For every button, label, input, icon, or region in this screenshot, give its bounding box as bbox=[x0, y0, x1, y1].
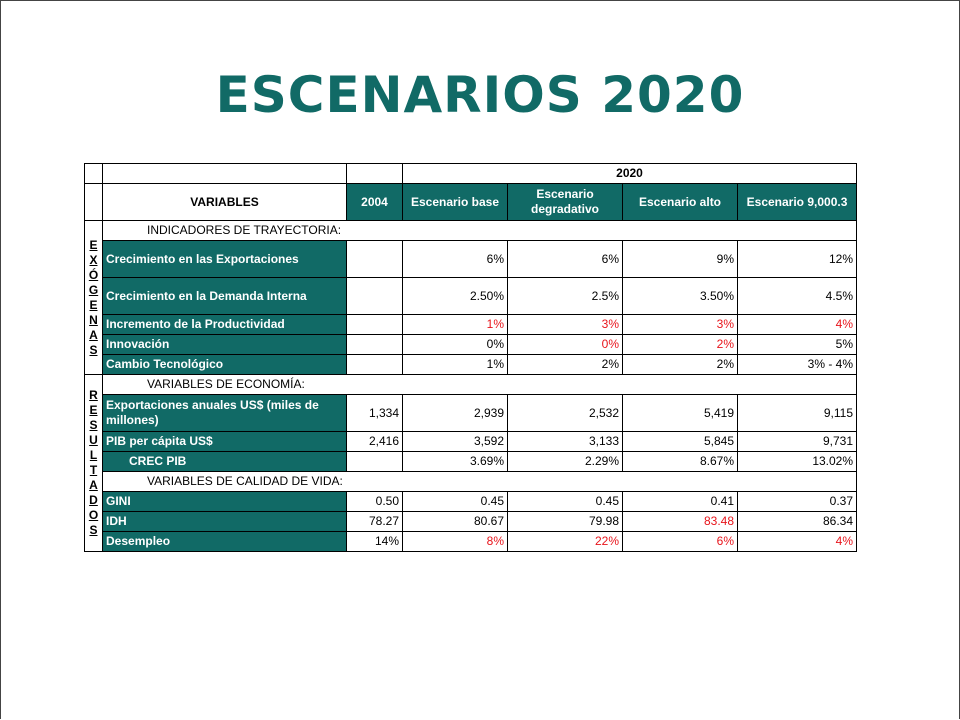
table-row: Cambio Tecnológico 1% 2% 2% 3% - 4% bbox=[85, 355, 857, 375]
table-row: Innovación 0% 0% 2% 5% bbox=[85, 335, 857, 355]
header-row-columns bbox=[85, 184, 857, 221]
variables-header: VARIABLES bbox=[103, 184, 347, 221]
table-row: Incremento de la Productividad 1% 3% 3% 4% bbox=[85, 315, 857, 335]
row-label: GINI bbox=[103, 492, 347, 512]
row-label: Exportaciones anuales US$ (miles de millones) bbox=[103, 395, 347, 432]
resultados-label: R E S U L T A D O S bbox=[85, 375, 103, 552]
scenario-alto-header: Escenario alto bbox=[623, 184, 738, 221]
table-row: IDH 78.27 80.67 79.98 83.48 86.34 bbox=[85, 512, 857, 532]
page-title: ESCENARIOS 2020 bbox=[215, 66, 745, 124]
row-label: Cambio Tecnológico bbox=[103, 355, 347, 375]
section-row bbox=[85, 472, 857, 492]
scenario-9000-header: Escenario 9,000.3 bbox=[738, 184, 857, 221]
scenario-degradativo-header: Escenario degradativo bbox=[508, 184, 623, 221]
col-2004-header: 2004 bbox=[347, 184, 403, 221]
row-label: PIB per cápita US$ bbox=[103, 432, 347, 452]
row-label: Crecimiento en la Demanda Interna bbox=[103, 278, 347, 315]
table-row: Exportaciones anuales US$ (miles de millones) 1,334 2,939 2,532 5,419 9,115 bbox=[85, 395, 857, 432]
table-row: Crecimiento en la Demanda Interna 2.50% 2.5% 3.50% 4.5% bbox=[85, 278, 857, 315]
header-row-year bbox=[85, 164, 857, 184]
row-label: Crecimiento en las Exportaciones bbox=[103, 241, 347, 278]
table-row: GINI 0.50 0.45 0.45 0.41 0.37 bbox=[85, 492, 857, 512]
table-row: CREC PIB 3.69% 2.29% 8.67% 13.02% bbox=[85, 452, 857, 472]
scenarios-table bbox=[84, 163, 857, 552]
table-row: Crecimiento en las Exportaciones 6% 6% 9% 12% bbox=[85, 241, 857, 278]
table-row: Desempleo 14% 8% 22% 6% 4% bbox=[85, 532, 857, 552]
year-header: 2020 bbox=[403, 164, 857, 184]
row-label: CREC PIB bbox=[103, 452, 347, 472]
section-trayectoria: INDICADORES DE TRAYECTORIA: bbox=[103, 221, 857, 241]
row-label: Innovación bbox=[103, 335, 347, 355]
scenario-base-header: Escenario base bbox=[403, 184, 508, 221]
section-row bbox=[85, 375, 857, 395]
row-label: IDH bbox=[103, 512, 347, 532]
row-label: Desempleo bbox=[103, 532, 347, 552]
exogenas-label: E X Ó G E N A S bbox=[85, 221, 103, 375]
section-calidad: VARIABLES DE CALIDAD DE VIDA: bbox=[103, 472, 857, 492]
table-row: PIB per cápita US$ 2,416 3,592 3,133 5,845 9,731 bbox=[85, 432, 857, 452]
section-economia: VARIABLES DE ECONOMÍA: bbox=[103, 375, 857, 395]
section-row bbox=[85, 221, 857, 241]
row-label: Incremento de la Productividad bbox=[103, 315, 347, 335]
